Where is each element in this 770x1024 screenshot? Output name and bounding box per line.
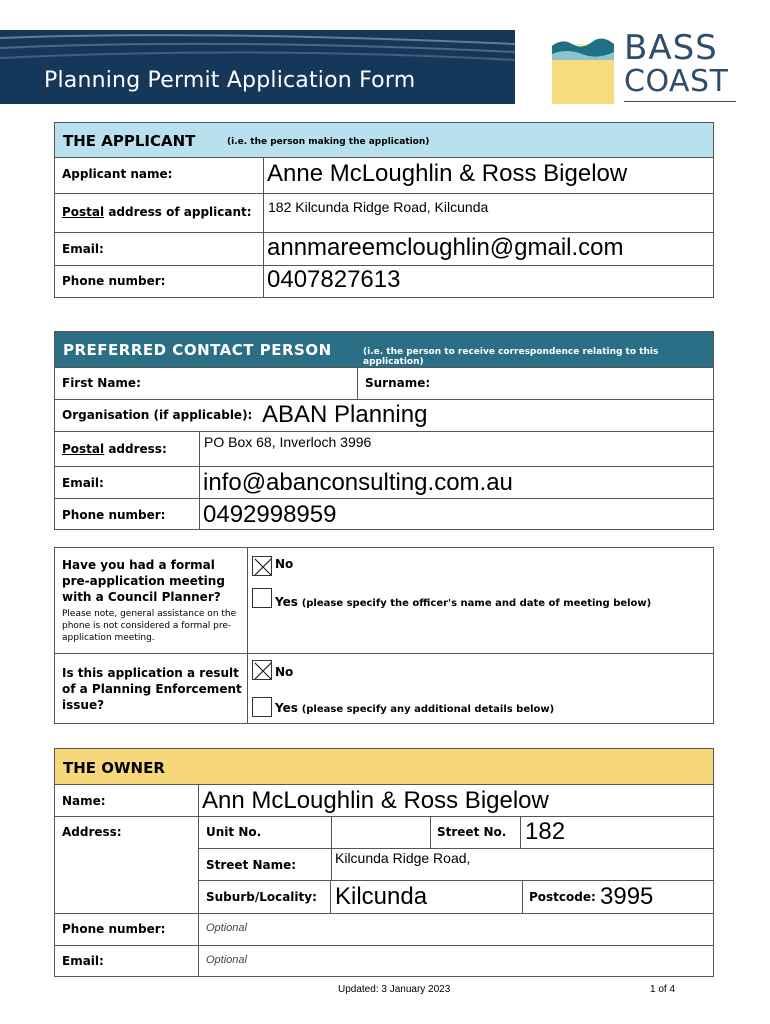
address-divider xyxy=(520,816,521,848)
enforcement-no-label: No xyxy=(275,665,294,679)
row-divider xyxy=(54,193,714,194)
applicant-section-header xyxy=(54,122,714,158)
contact-postal-label: Postal address: xyxy=(62,442,167,456)
owner-postcode-label: Postcode: xyxy=(529,890,596,904)
address-divider xyxy=(522,880,523,913)
contact-heading: PREFERRED CONTACT PERSON xyxy=(63,341,332,359)
checkmark-x-icon xyxy=(253,557,273,577)
bass-coast-logo xyxy=(552,30,742,106)
applicant-phone-label: Phone number: xyxy=(62,274,166,288)
owner-name-field[interactable]: Ann McLoughlin & Ross Bigelow xyxy=(202,787,549,814)
applicant-name-label: Applicant name: xyxy=(62,167,173,181)
contact-org-field[interactable]: ABAN Planning xyxy=(262,401,428,428)
checkmark-x-icon xyxy=(253,661,273,681)
contact-email-field[interactable]: info@abanconsulting.com.au xyxy=(203,469,513,496)
logo-underline xyxy=(624,101,736,102)
owner-street-no-field[interactable]: 182 xyxy=(525,818,566,845)
enforcement-yes-label: Yes (please specify any additional details below) xyxy=(275,701,555,715)
row-divider xyxy=(54,816,714,817)
owner-suburb-label: Suburb/Locality: xyxy=(206,890,317,904)
contact-first-name-label: First Name: xyxy=(62,376,141,390)
address-divider xyxy=(430,816,431,848)
row-divider xyxy=(54,498,714,499)
contact-email-label: Email: xyxy=(62,476,104,490)
title-banner xyxy=(0,30,515,104)
pre-application-no-label: No xyxy=(275,557,294,571)
contact-heading-note: (i.e. the person to receive correspondence relating to this application) xyxy=(363,347,659,367)
row-divider xyxy=(54,945,714,946)
bass-coast-logo-mark xyxy=(552,30,614,104)
owner-email-field[interactable]: Optional xyxy=(206,954,247,966)
owner-unit-label: Unit No. xyxy=(206,825,262,839)
owner-postcode-field[interactable]: 3995 xyxy=(600,883,654,910)
address-divider xyxy=(330,880,331,913)
enforcement-no-checkbox[interactable] xyxy=(252,660,272,680)
pre-application-yes-checkbox[interactable] xyxy=(252,588,272,608)
row-divider xyxy=(198,880,714,881)
contact-section-header xyxy=(54,331,714,368)
applicant-postal-label: Postal address of applicant: xyxy=(62,205,252,219)
owner-address-label: Address: xyxy=(62,825,122,839)
row-divider xyxy=(54,913,714,914)
row-divider xyxy=(54,399,714,400)
page-title: Planning Permit Application Form xyxy=(44,68,416,93)
contact-postal-field[interactable]: PO Box 68, Inverloch 3996 xyxy=(204,434,372,450)
pre-application-yes-label: Yes (please specify the officer's name and date of meeting below) xyxy=(275,595,652,609)
owner-section-header xyxy=(54,748,714,785)
applicant-email-label: Email: xyxy=(62,242,104,256)
contact-column-divider xyxy=(199,431,200,530)
owner-street-name-field[interactable]: Kilcunda Ridge Road, xyxy=(335,850,471,866)
applicant-column-divider xyxy=(263,157,264,298)
owner-suburb-field[interactable]: Kilcunda xyxy=(335,883,428,910)
row-divider xyxy=(54,653,714,654)
row-divider xyxy=(54,232,714,233)
row-divider xyxy=(54,466,714,467)
row-divider xyxy=(54,431,714,432)
applicant-name-field[interactable]: Anne McLoughlin & Ross Bigelow xyxy=(267,160,628,187)
owner-street-no-label: Street No. xyxy=(437,825,507,839)
applicant-heading: THE APPLICANT xyxy=(63,132,196,150)
row-divider xyxy=(198,848,714,849)
applicant-heading-note: (i.e. the person making the application) xyxy=(227,137,430,147)
pre-application-question: Have you had a formal pre-application meeting with a Council Planner? xyxy=(62,558,225,604)
logo-text-bass: BASS xyxy=(624,28,718,68)
footer-updated-date: Updated: 3 January 2023 xyxy=(338,984,451,995)
owner-phone-field[interactable]: Optional xyxy=(206,922,247,934)
contact-surname-label: Surname: xyxy=(365,376,431,390)
applicant-email-field[interactable]: annmareemcloughlin@gmail.com xyxy=(267,234,624,261)
applicant-postal-field[interactable]: 182 Kilcunda Ridge Road, Kilcunda xyxy=(268,199,489,215)
owner-heading: THE OWNER xyxy=(63,759,165,777)
owner-email-label: Email: xyxy=(62,954,104,968)
address-divider xyxy=(331,816,332,880)
contact-phone-label: Phone number: xyxy=(62,508,166,522)
footer-page-number: 1 of 4 xyxy=(650,984,676,995)
enforcement-question: Is this application a result of a Planning Enforcement issue? xyxy=(62,666,242,712)
owner-phone-label: Phone number: xyxy=(62,922,166,936)
enforcement-yes-checkbox[interactable] xyxy=(252,697,272,717)
logo-text-coast: COAST xyxy=(624,64,729,99)
contact-org-label: Organisation (if applicable): xyxy=(62,408,253,422)
pre-application-note: Please note, general assistance on the phone is not considered a formal pre-application meeting. xyxy=(62,609,237,643)
contact-phone-field[interactable]: 0492998959 xyxy=(203,501,337,528)
pre-application-no-checkbox[interactable] xyxy=(252,556,272,576)
applicant-phone-field[interactable]: 0407827613 xyxy=(267,266,401,293)
name-column-divider xyxy=(357,367,358,399)
owner-name-label: Name: xyxy=(62,794,106,808)
owner-street-name-label: Street Name: xyxy=(206,858,297,872)
